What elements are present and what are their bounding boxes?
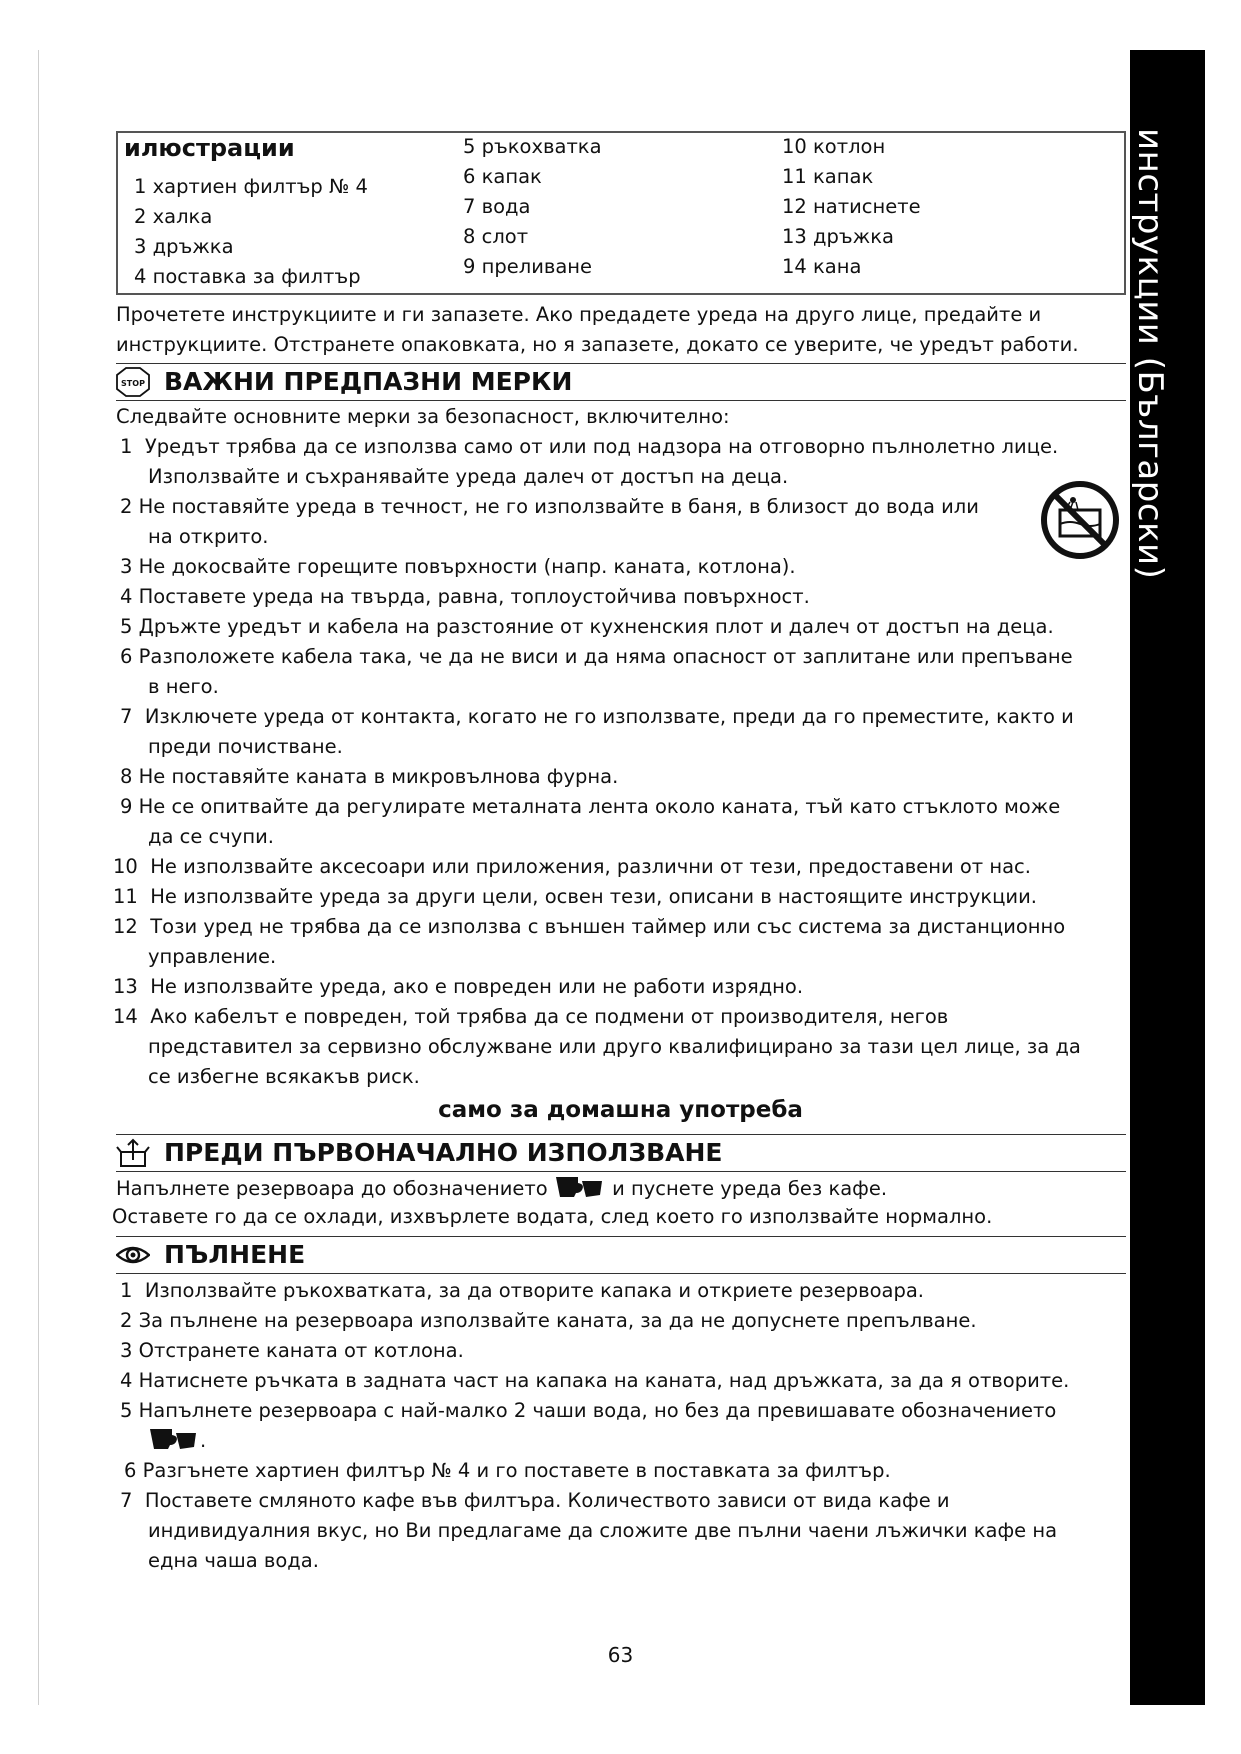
illustrations-column-3 (782, 132, 921, 282)
side-tab-label: инструкции (Български) (1130, 128, 1170, 580)
list-item: 7 Изключете уреда от контакта, когато не го използвате, преди да го преместите, както и преди почистване. (120, 705, 1074, 758)
illustration-item: 8 слот (463, 225, 529, 248)
illustration-item: 2 халка (134, 205, 213, 228)
safety-title: ВАЖНИ ПРЕДПАЗНИ МЕРКИ (164, 367, 573, 396)
illustration-item: 6 капак (463, 165, 542, 188)
illustration-item: 10 котлон (782, 135, 886, 158)
list-item: 7 Поставете смляното кафе във филтъра. Количеството зависи от вида кафе и индивидуалния вкус, но Ви предлагаме да сложите две пълни чаени лъжички кафе на една чаша вода. (120, 1489, 1058, 1572)
first-use-line-2: Оставете го да се охлади, изхвърлете водата, след което го използвайте нормално. (112, 1205, 993, 1228)
list-item: 8 Не поставяйте каната в микровълнова фурна. (120, 765, 619, 788)
no-bath-warning-icon (1040, 480, 1120, 560)
illustration-item: 9 преливане (463, 255, 593, 278)
list-item: 2 Не поставяйте уреда в течност, не го използвайте в баня, в близост до вода или на открито. (120, 495, 979, 548)
svg-text:STOP: STOP (121, 379, 145, 388)
illustrations-column-2 (463, 132, 602, 282)
first-use-line-1: Напълнете резервоара до обозначението и пуснете уреда без кафе. (116, 1177, 888, 1200)
safety-lead: Следвайте основните мерки за безопасност, включително: (116, 405, 730, 428)
max-cups-icon (148, 1427, 200, 1451)
list-item: 6 Разположете кабела така, че да не виси и да няма опасност от заплитане или препъване в него. (120, 645, 1073, 698)
list-item: 9 Не се опитвайте да регулирате металната лента около каната, тъй като стъклото може да се счупи. (120, 795, 1061, 848)
illustration-item: 5 ръкохватка (463, 135, 602, 158)
list-item: 4 Натиснете ръчката в задната част на капака на каната, над дръжката, за да я отворите. (120, 1369, 1070, 1392)
illustration-item: 11 капак (782, 165, 874, 188)
illustration-item: 14 кана (782, 255, 862, 278)
safety-section-header (116, 363, 1126, 401)
intro-paragraph: Прочетете инструкциите и ги запазете. Ако предадете уреда на друго лице, предайте и инструкциите. Отстранете опаковката, но я запазете, докато се уверите, че уредът работи. (116, 303, 1079, 356)
illustration-item: 4 поставка за филтър (134, 265, 361, 288)
list-item: 5 Дръжте уредът и кабела на разстояние от кухненския плот и далеч от достъп на деца. (120, 615, 1054, 638)
filling-title: ПЪЛНЕНЕ (164, 1240, 306, 1269)
list-item: 5 Напълнете резервоара с най-малко 2 чаши вода, но без да превишавате обозначението . (120, 1399, 1057, 1452)
list-item: 10 Не използвайте аксесоари или приложения, различни от тези, предоставени от нас. (113, 855, 1031, 878)
eye-icon (116, 1240, 150, 1270)
list-item: 1 Уредът трябва да се използва само от или под надзора на отговорно пълнолетно лице. Използвайте и съхранявайте уреда далеч от достъп на деца. (120, 435, 1059, 488)
list-item: 12 Този уред не трябва да се използва с външен таймер или със система за дистанционно управление. (113, 915, 1066, 968)
page-number: 63 (607, 1643, 634, 1667)
list-item: 11 Не използвайте уреда за други цели, освен тези, описани в настоящите инструкции. (113, 885, 1037, 908)
list-item: 13 Не използвайте уреда, ако е повреден или не работи изрядно. (113, 975, 804, 998)
list-item: 14 Ако кабелът е повреден, той трябва да се подмени от производителя, негов представител за сервизно обслужване или друго квалифицирано за тази цел лице, за да се избегне всякакъв риск. (113, 1005, 1081, 1088)
unbox-icon (116, 1138, 150, 1168)
household-use-only: само за домашна употреба (438, 1097, 803, 1123)
list-item: 3 Не докосвайте горещите повърхности (напр. каната, котлона). (120, 555, 796, 578)
stop-icon (116, 367, 150, 397)
list-item: 3 Отстранете каната от котлона. (120, 1339, 464, 1362)
list-item: 6 Разгънете хартиен филтър № 4 и го поставете в поставката за филтър. (124, 1459, 891, 1482)
illustration-item: 3 дръжка (134, 235, 234, 258)
illustration-item: 13 дръжка (782, 225, 894, 248)
page-margin-line (38, 50, 39, 1705)
illustration-item: 1 хартиен филтър № 4 (134, 175, 368, 198)
illustrations-column-1 (134, 172, 368, 292)
filling-section-header (116, 1236, 1126, 1274)
illustration-item: 12 натиснете (782, 195, 921, 218)
list-item: 2 За пълнене на резервоара използвайте каната, за да не допуснете препълване. (120, 1309, 977, 1332)
first-use-section-header (116, 1134, 1126, 1172)
illustration-item: 7 вода (463, 195, 531, 218)
first-use-title: ПРЕДИ ПЪРВОНАЧАЛНО ИЗПОЛЗВАНЕ (164, 1138, 723, 1167)
list-item: 1 Използвайте ръкохватката, за да отворите капака и откриете резервоара. (120, 1279, 924, 1302)
illustrations-title: илюстрации (124, 134, 295, 162)
max-cups-icon (554, 1175, 606, 1199)
list-item: 4 Поставете уреда на твърда, равна, топлоустойчива повърхност. (120, 585, 810, 608)
